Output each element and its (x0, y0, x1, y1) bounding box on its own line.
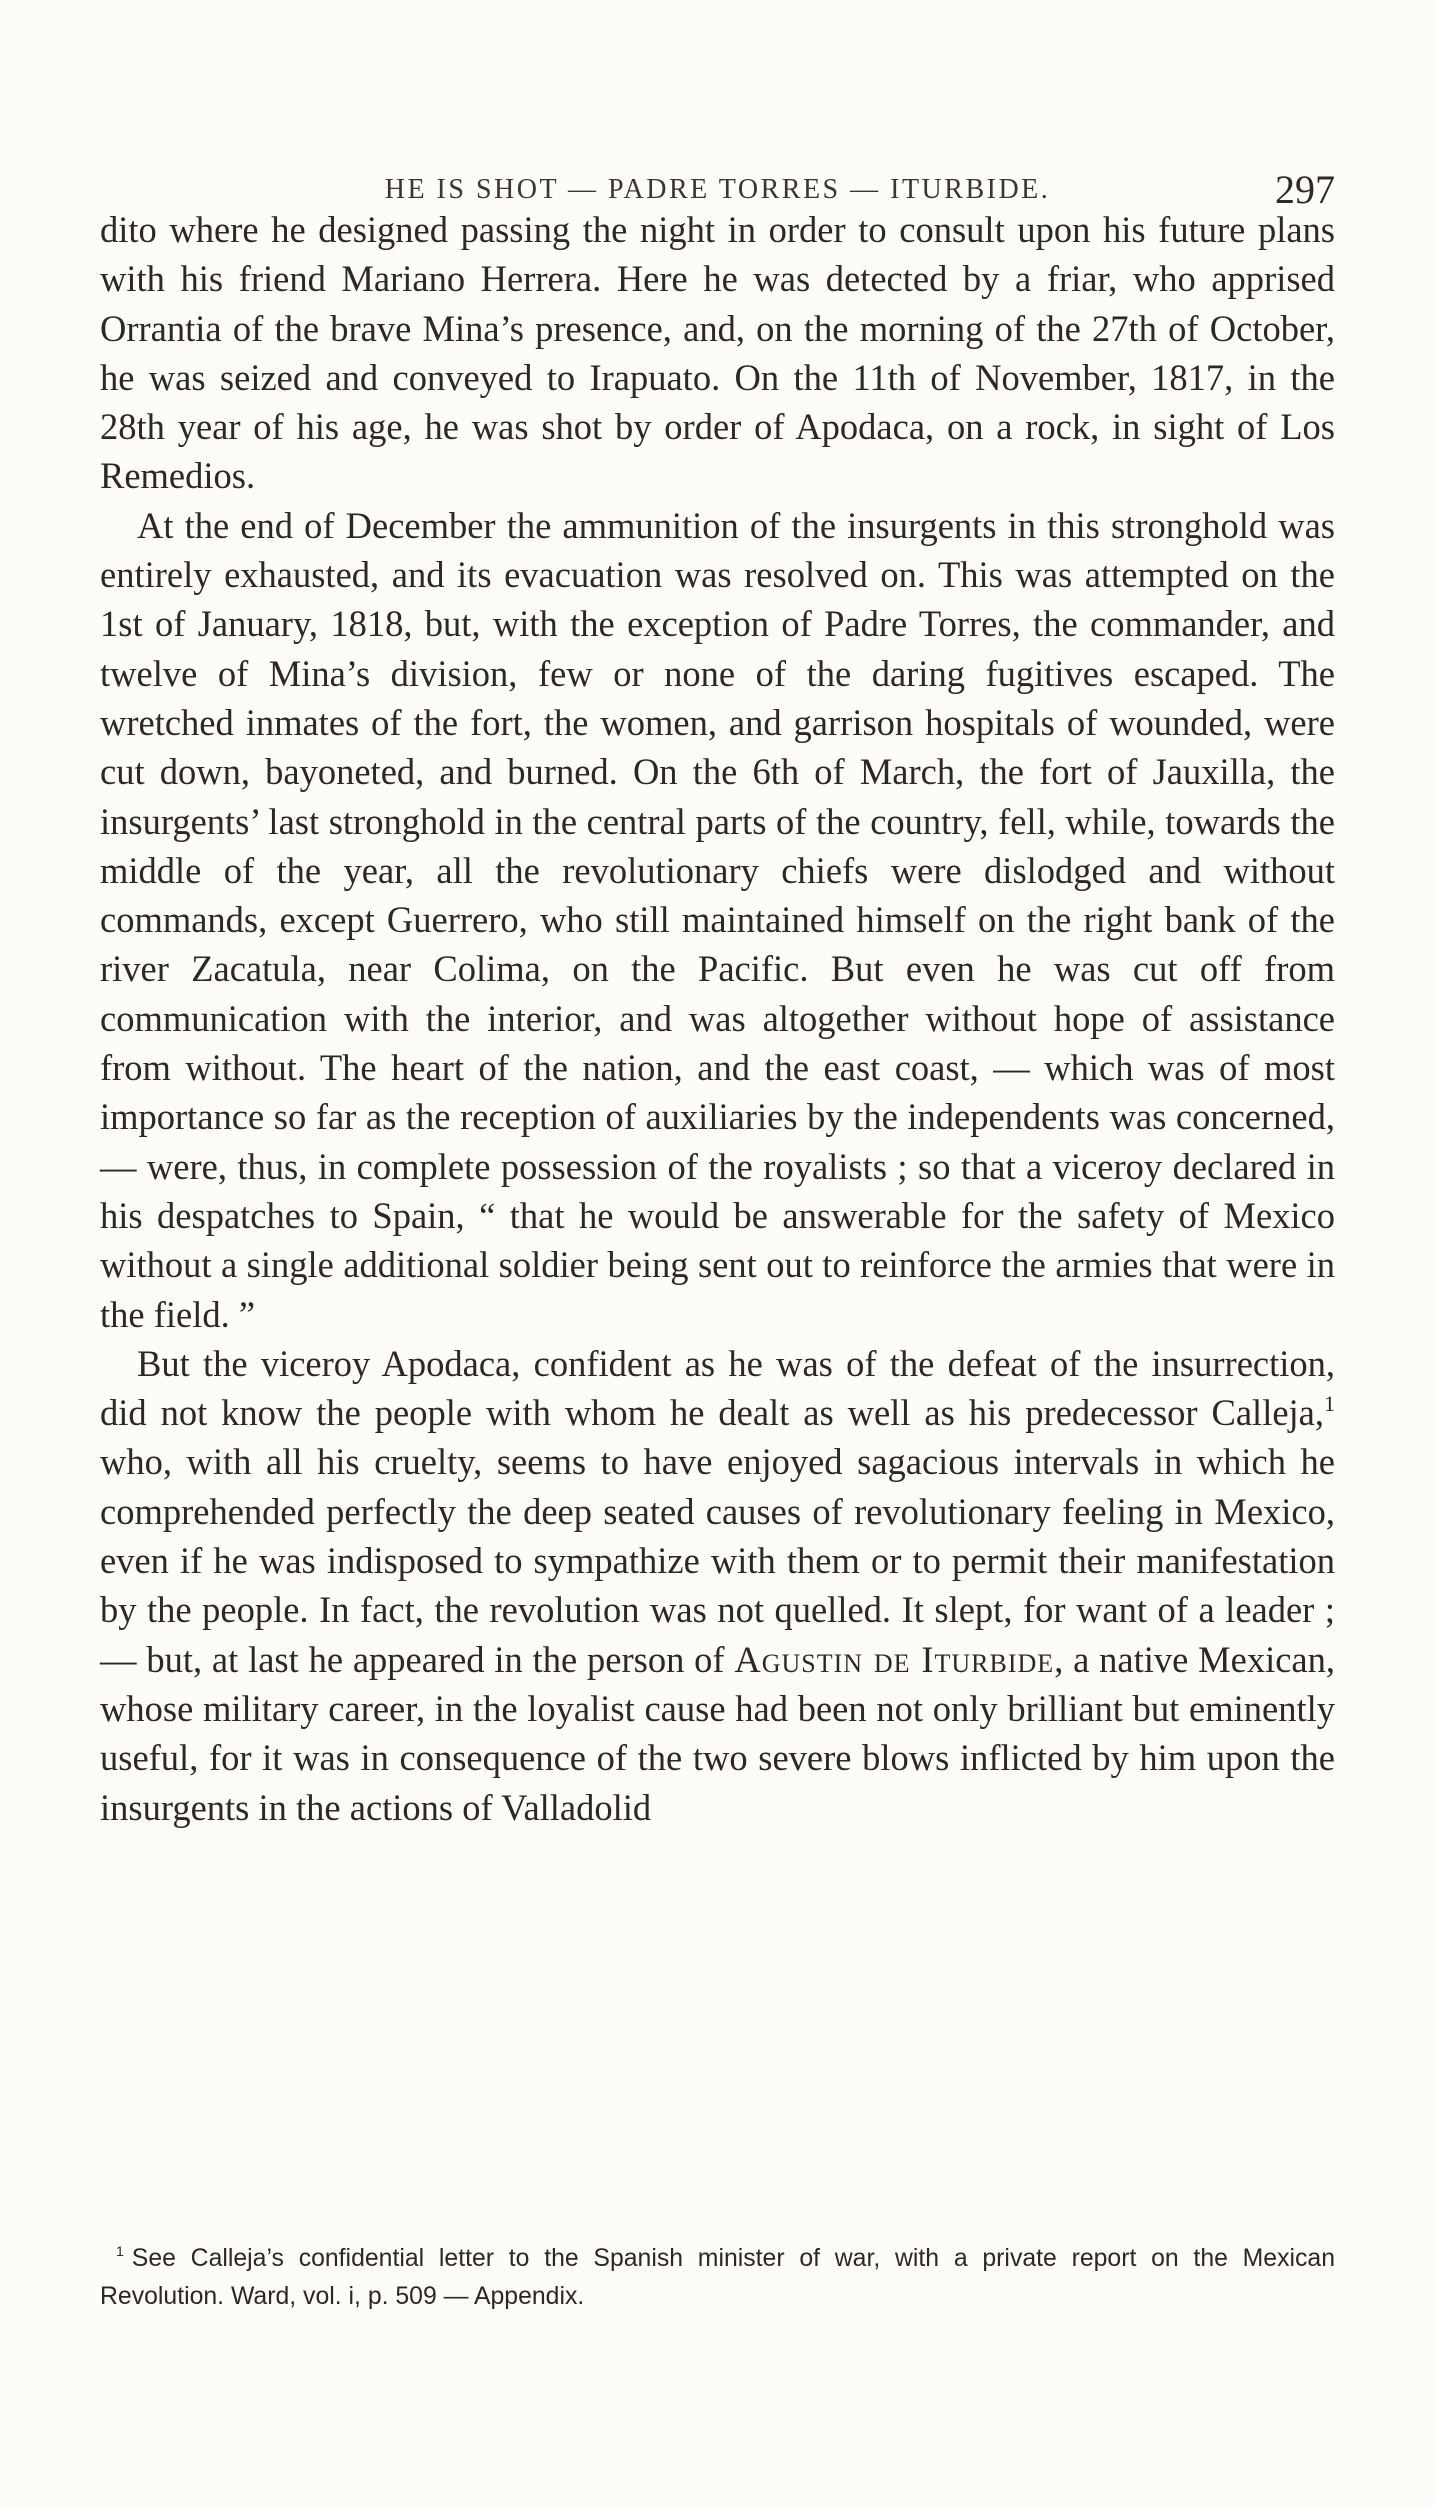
footnote-reference: 1 (1324, 1391, 1335, 1417)
page-number: 297 (1275, 167, 1335, 212)
paragraph-3-text-c: , a native Mexican, whose military career, in the loyalist cause had been not only brilliant but eminently useful, for it was in consequence of the two severe blows inflicted by him upon the insurgents in the actions of Valladolid (100, 1638, 1335, 1828)
footnote-text: See Calleja’s confidential letter to the Spanish minister of war, with a private report on the Mexican Revolution. Ward, vol. i, p. 509 — Appendix. (100, 2245, 1335, 2310)
paragraph-3 (100, 1339, 1335, 1832)
footnote (100, 2240, 1335, 2316)
body-text (100, 205, 1335, 1832)
footnote-marker: 1 (116, 2243, 124, 2259)
person-name: Agustin de Iturbide (734, 1638, 1055, 1680)
running-title: HE IS SHOT — PADRE TORRES — ITURBIDE. (384, 174, 1051, 205)
footnote-paragraph (100, 2240, 1335, 2316)
paragraph-3-text-b: who, with all his cruelty, seems to have enjoyed sagacious intervals in which he comprehended perfectly the deep seated causes of revolutionary feeling in Mexico, even if he was indisposed to sympathize with them or to permit their manifestation by the people. In fact, the revolution was not quelled. It slept, for want of a leader ; — but, at last he appeared in the person of (100, 1441, 1335, 1680)
paragraph-2: At the end of December the ammunition of the insurgents in this stronghold was entirely exhausted, and its evacuation was resolved on. This was attempted on the 1st of January, 1818, but, with the exception of Padre Torres, the commander, and twelve of Mina’s division, few or none of the daring fugitives escaped. The wretched inmates of the fort, the women, and garrison hospitals of wounded, were cut down, bayoneted, and burned. On the 6th of March, the fort of Jauxilla, the insurgents’ last stronghold in the central parts of the country, fell, while, towards the middle of the year, all the revolutionary chiefs were dislodged and without commands, except Guerrero, who still maintained himself on the right bank of the river Zacatula, near Colima, on the Pacific. But even he was cut off from communication with the interior, and was altogether without hope of assistance from without. The heart of the nation, and the east coast, — which was of most importance so far as the reception of auxiliaries by the independents was concerned, — were, thus, in complete possession of the royalists ; so that a viceroy declared in his despatches to Spain, “ that he would be answerable for the safety of Mexico without a single additional soldier being sent out to reinforce the armies that were in the field. ” (100, 504, 1335, 1335)
paragraph-3-text-a: But the viceroy Apodaca, confident as he was of the defeat of the insurrection, did not know the people with whom he dealt as well as his predecessor Calleja, (100, 1342, 1335, 1434)
paragraph-1: dito where he designed passing the night in order to consult upon his future plans with his friend Mariano Herrera. Here he was detected by a friar, who apprised Orrantia of the brave Mina’s presence, and, on the morning of the 27th of October, he was seized and conveyed to Irapuato. On the 11th of November, 1817, in the 28th year of his age, he was shot by order of Apodaca, on a rock, in sight of Los Remedios. (100, 209, 1335, 497)
